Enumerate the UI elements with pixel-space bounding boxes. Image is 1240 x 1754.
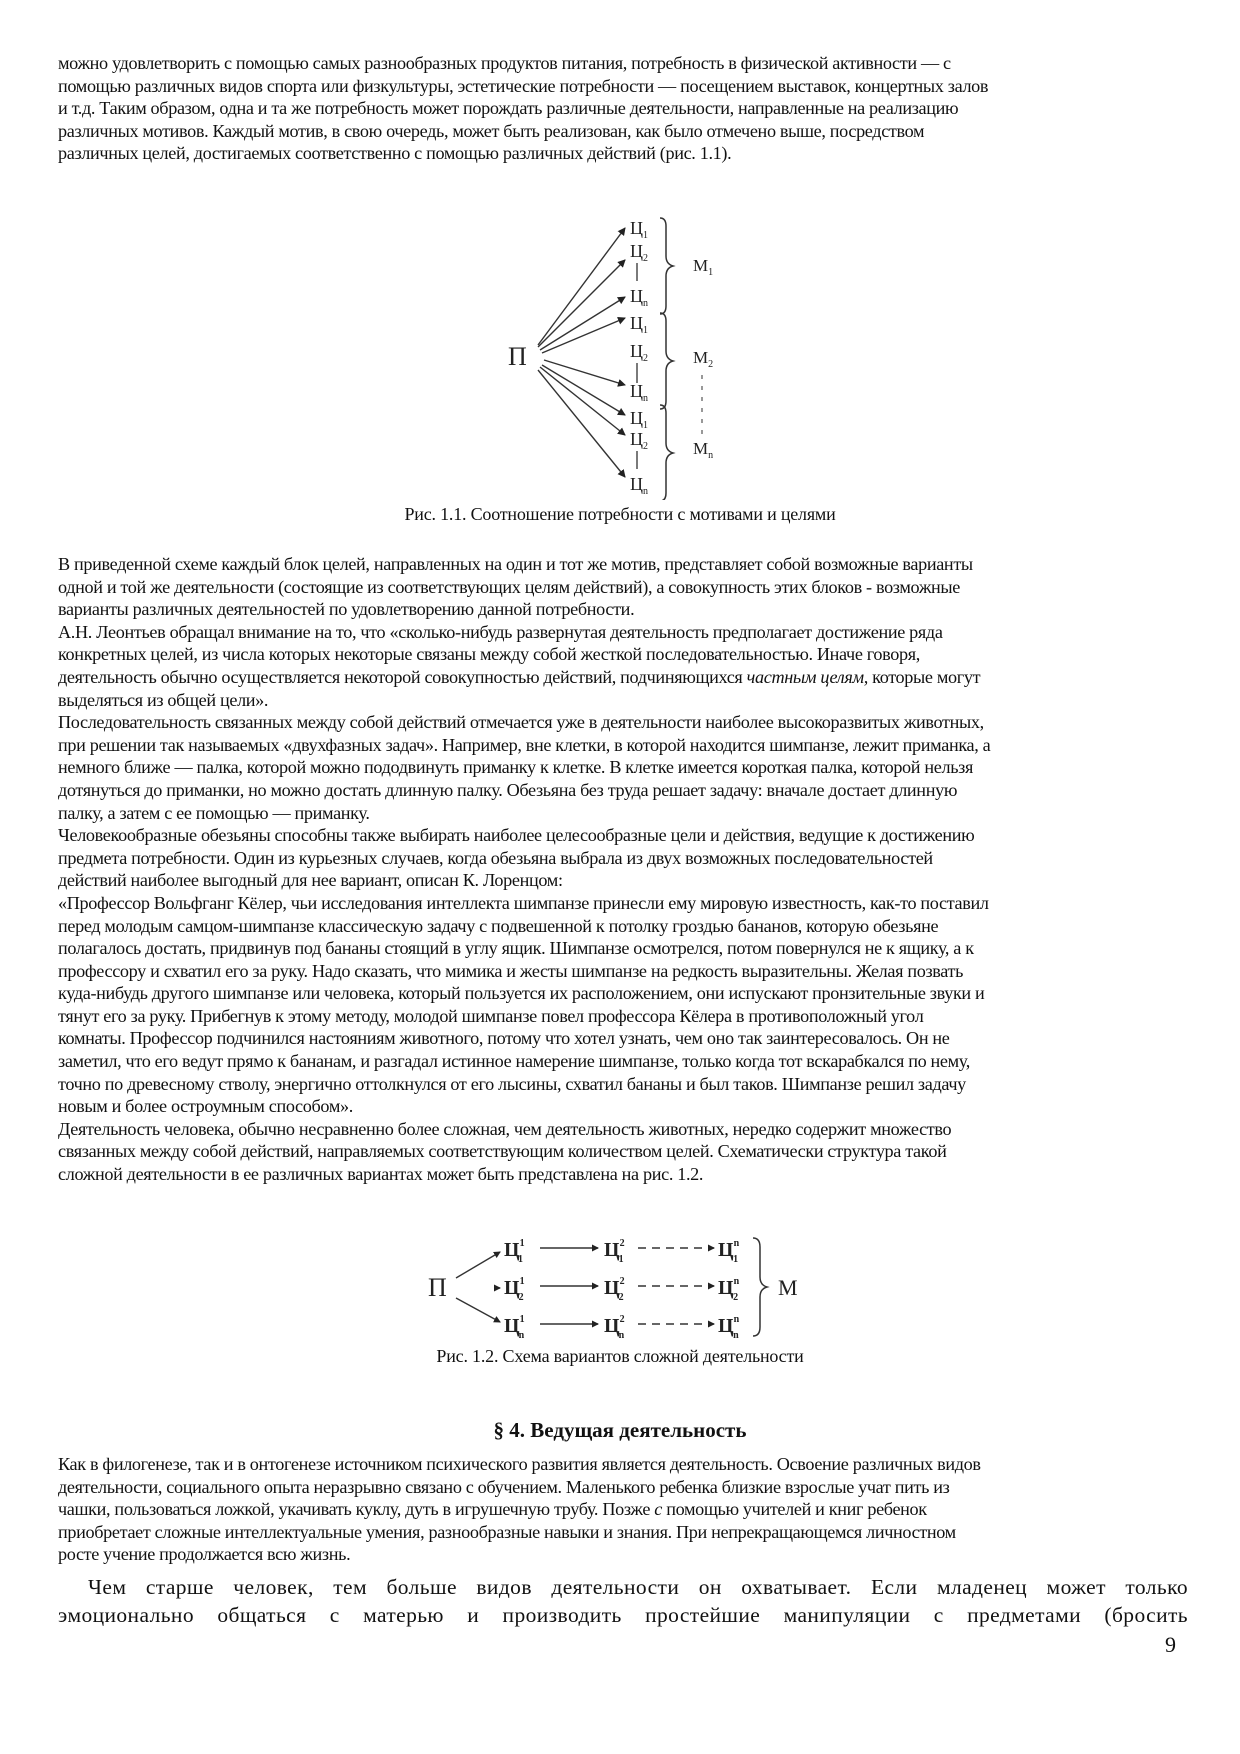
text-segment: которые могут bbox=[867, 666, 981, 687]
text-line: действий наиболее выгодный для нее вариант, описан К. Лоренцом: bbox=[58, 870, 563, 891]
italic-letter: с bbox=[654, 1499, 662, 1520]
text-line: А.Н. Леонтьев обращал внимание на то, что «сколько-нибудь развернутая деятельность предполагает достижение ряда bbox=[58, 621, 943, 642]
svg-text:Ц2: $Ц_2$ bbox=[630, 341, 648, 364]
text-line: выделяться из общей цели». bbox=[58, 689, 269, 710]
svg-text:Ц21: $Ц^2$ 1 bbox=[604, 1238, 625, 1265]
text-line: куда-нибудь другого шимпанзе или человека, который пользуется их расположением, они испускают пронзительные звуки и bbox=[58, 983, 985, 1004]
text-line: Человекообразные обезьяны способны также выбирать наиболее целесообразные цели и действия, ведущие к достижению bbox=[58, 825, 975, 846]
svg-text:Цnn: $Ц^n$ n bbox=[718, 1314, 740, 1341]
final-paragraph bbox=[58, 1573, 1188, 1629]
svg-text:Ц2: $Ц_2$ bbox=[630, 429, 648, 452]
svg-text:Цn: $Ц_n$ bbox=[630, 381, 648, 404]
svg-text:Мn: $М_n$ bbox=[693, 439, 714, 461]
text-line: варианты различных деятельностей по удовлетворению данной потребности. bbox=[58, 599, 635, 620]
text-line: связанных между собой действий, направляемых соответствующим количеством целей. Схематически структура такой bbox=[58, 1141, 947, 1162]
text-line: Чем старше человек, тем больше видов деятельности он охватывает. Если младенец может только bbox=[88, 1575, 1188, 1599]
text-line: профессору и схватил его за руку. Надо сказать, что мимика и жесты шимпанзе на редкость выразительны. Желая позвать bbox=[58, 960, 964, 981]
text-segment: деятельность обычно осуществляется некоторой совокупностью действий, подчиняющихся bbox=[58, 666, 743, 687]
text-line: точно по древесному стволу, энергично оттолкнулся от его лысины, схватил бананы и был таков. Шимпанзе решил задачу bbox=[58, 1073, 966, 1094]
text-line: приобретает сложные интеллектуальные умения, разнообразные навыки и знания. При непрекращающемся личностном bbox=[58, 1521, 956, 1542]
svg-text:Ц1: $Ц_1$ bbox=[630, 313, 648, 336]
text-line: Деятельность человека, обычно несравненно более сложная, чем деятельность животных, нередко содержит множество bbox=[58, 1118, 952, 1139]
text-line: В приведенной схеме каждый блок целей, направленных на один и тот же мотив, представляет собой возможные варианты bbox=[58, 554, 973, 574]
svg-text:Ц1n: $Ц^1$ n bbox=[504, 1314, 525, 1341]
need-label: П bbox=[508, 342, 527, 371]
svg-text:М1: $М_1$ bbox=[693, 256, 714, 278]
figure-1-2-diagram bbox=[420, 1230, 820, 1342]
text-line: дотянуться до приманки, но можно достать длинную палку. Обезьяна без труда решает задачу: вначале достает длинную bbox=[58, 779, 958, 800]
text-line: и т.д. Таким образом, одна и та же потребность может порождать различные деятельности, направленные на реализацию bbox=[58, 98, 959, 119]
text-segment: чашки, пользоваться ложкой, укачивать куклу, дуть в игрушечную трубу. Позже bbox=[58, 1499, 651, 1520]
svg-text:Ц22: $Ц^2$ 2 bbox=[604, 1276, 625, 1303]
intro-paragraph bbox=[58, 52, 1188, 165]
text-line: заметил, что его ведут прямо к бананам, и разгадал истинное намерение шимпанзе, только когда тот вскарабкался по нему, bbox=[58, 1051, 970, 1072]
text-segment: помощью учителей и книг ребенок bbox=[662, 1499, 927, 1520]
page-number: 9 bbox=[1165, 1632, 1176, 1657]
text-line: помощью различных видов спорта или физкультуры, эстетические потребности — посещением выставок, концертных залов bbox=[58, 75, 989, 96]
figure-1-1-caption: Рис. 1.1. Соотношение потребности с мотивами и целями bbox=[404, 504, 836, 524]
svg-text:М: М bbox=[778, 1275, 798, 1300]
text-line: деятельности, социального опыта неразрывно связано с обучением. Маленького ребенка близкие взрослые учат пить из bbox=[58, 1476, 950, 1497]
svg-text:М2: $М_2$ bbox=[693, 348, 714, 370]
text-line: эмоционально общаться с матерью и производить простейшие манипуляции с предметами (бросить bbox=[58, 1603, 1188, 1627]
section-paragraph bbox=[58, 1453, 1188, 1566]
text-line: палку, а затем с ее помощью — приманку. bbox=[58, 802, 370, 823]
svg-text:Ц1: $Ц_1$ bbox=[630, 408, 648, 431]
italic-phrase: частным целям, bbox=[746, 666, 868, 687]
svg-text:Ц1: $Ц_1$ bbox=[630, 218, 648, 241]
svg-text:Цn1: $Ц^n$ 1 bbox=[718, 1238, 740, 1265]
text-line: «Профессор Вольфганг Кёлер, чьи исследования интеллекта шимпанзе принесли ему мировую известность, как-то поставил bbox=[58, 892, 989, 913]
text-line: тянут его за руку. Прибегнув к этому методу, молодой шимпанзе повел профессора Кёлера в противоположный угол bbox=[58, 1005, 924, 1026]
svg-text:Цn2: $Ц^n$ 2 bbox=[718, 1276, 740, 1303]
svg-text:Цn: $Ц_n$ bbox=[630, 474, 648, 497]
svg-text:Ц2n: $Ц^2$ n bbox=[604, 1314, 625, 1341]
text-line: новым и более остроумным способом». bbox=[58, 1096, 353, 1117]
text-line: различных целей, достигаемых соответственно с помощью различных действий (рис. 1.1). bbox=[58, 143, 732, 164]
svg-text:Ц11: $Ц^1$ 1 bbox=[504, 1238, 525, 1265]
section-heading: § 4. Ведущая деятельность bbox=[493, 1418, 747, 1442]
body-text bbox=[58, 553, 1188, 1186]
text-line: сложной деятельности в ее различных вариантах может быть представлена на рис. 1.2. bbox=[58, 1164, 704, 1185]
text-line: Как в филогенезе, так и в онтогенезе источником психического развития является деятельность. Освоение различных видов bbox=[58, 1454, 981, 1474]
text-line: можно удовлетворить с помощью самых разнообразных продуктов питания, потребность в физической активности — с bbox=[58, 53, 951, 73]
text-line: Последовательность связанных между собой действий отмечается уже в деятельности наиболее высокоразвитых животных, bbox=[58, 712, 984, 733]
text-line: перед молодым самцом-шимпанзе классическую задачу с подвешенной к потолку гроздью бананов, которую обезьяне bbox=[58, 915, 939, 936]
text-line: предмета потребности. Один из курьезных случаев, когда обезьяна выбрала из двух возможных последовательностей bbox=[58, 847, 933, 868]
text-line bbox=[58, 666, 1188, 689]
svg-text:Цn: $Ц_n$ bbox=[630, 286, 648, 309]
text-line: росте учение продолжается всю жизнь. bbox=[58, 1544, 351, 1565]
text-line: полагалось достать, придвинув под бананы стоящий в углу ящик. Шимпанзе осмотрелся, потом повернулся не к ящику, а к bbox=[58, 938, 974, 959]
text-line: немного ближе — палка, которой можно пододвинуть приманку к клетке. В клетке имеется короткая палка, которой нельзя bbox=[58, 757, 974, 778]
text-line: одной и той же деятельности (состоящие из соответствующих целям действий), а совокупность этих блоков - возможные bbox=[58, 576, 961, 597]
text-line: при решении так называемых «двухфазных задач». Например, вне клетки, в которой находится шимпанзе, лежит приманка, а bbox=[58, 734, 991, 755]
text-line: различных мотивов. Каждый мотив, в свою очередь, может быть реализован, как было отмечено выше, посредством bbox=[58, 120, 925, 141]
text-line bbox=[58, 1498, 1188, 1521]
svg-text:Ц2: $Ц_2$ bbox=[630, 241, 648, 264]
figure-1-1-diagram bbox=[480, 205, 740, 500]
figure-1-2-caption: Рис. 1.2. Схема вариантов сложной деятельности bbox=[436, 1346, 804, 1366]
svg-text:Ц12: $Ц^1$ 2 bbox=[504, 1276, 525, 1303]
svg-text:П: П bbox=[428, 1273, 447, 1302]
text-line: комнаты. Профессор подчинился настояниям животного, потому что хотел узнать, чем оно так заинтересовалось. Он не bbox=[58, 1028, 950, 1049]
text-line: конкретных целей, из числа которых некоторые связаны между собой жесткой последовательностью. Иначе говоря, bbox=[58, 644, 920, 665]
